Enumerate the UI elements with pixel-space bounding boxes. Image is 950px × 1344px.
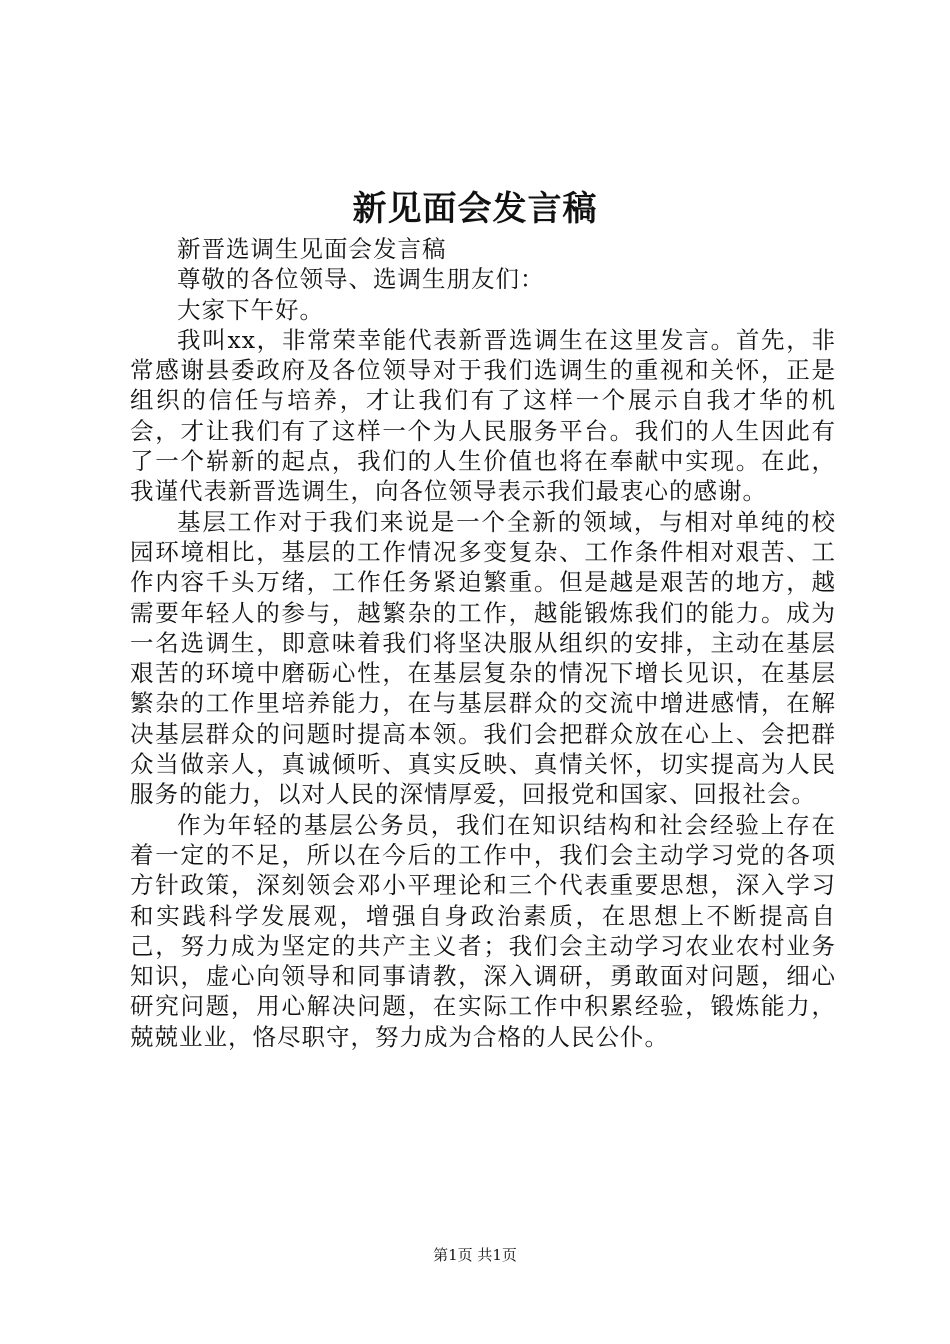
paragraph-commitment: 作为年轻的基层公务员，我们在知识结构和社会经验上存在着一定的不足，所以在今后的工作中，我们会主动学习党的各项方针政策，深刻领会邓小平理论和三个代表重要思想，深入学习和实践科学发展观，增强自身政治素质，在思想上不断提高自己，努力成为坚定的共产主义者；我们会主动学习农业农村业务知识，虚心向领导和同事请教，深入调研，勇敢面对问题，细心研究问题，用心解决问题，在实际工作中积累经验，锻炼能力，兢兢业业，恪尽职守，努力成为合格的人民公仆。 [130, 810, 836, 1051]
paragraph-greeting: 大家下午好。 [177, 295, 324, 324]
page-number-footer: 第1页 共1页 [433, 1246, 517, 1264]
document-body [130, 234, 836, 1052]
paragraph-introduction: 我叫xx，非常荣幸能代表新晋选调生在这里发言。首先，非常感谢县委政府及各位领导对于我们选调生的重视和关怀，正是组织的信任与培养，才让我们有了这样一个展示自我才华的机会，才让我们有了这样一个为人民服务平台。我们的人生因此有了一个崭新的起点，我们的人生价值也将在奉献中实现。在此，我谨代表新晋选调生，向各位领导表示我们最衷心的感谢。 [130, 325, 836, 506]
document-title: 新见面会发言稿 [352, 189, 598, 229]
paragraph-salutation: 尊敬的各位领导、选调生朋友们： [177, 265, 545, 294]
paragraph-grassroots-work: 基层工作对于我们来说是一个全新的领域，与相对单纯的校园环境相比，基层的工作情况多变复杂、工作条件相对艰苦、工作内容千头万绪，工作任务紧迫繁重。但是越是艰苦的地方，越需要年轻人的参与，越繁杂的工作，越能锻炼我们的能力。成为一名选调生，即意味着我们将坚决服从组织的安排，主动在基层艰苦的环境中磨砺心性，在基层复杂的情况下增长见识，在基层繁杂的工作里培养能力，在与基层群众的交流中增进感情，在解决基层群众的问题时提高本领。我们会把群众放在心上、会把群众当做亲人，真诚倾听、真实反映、真情关怀，切实提高为人民服务的能力，以对人民的深情厚爱，回报党和国家、回报社会。 [130, 507, 836, 809]
paragraph-subtitle: 新晋选调生见面会发言稿 [177, 235, 447, 263]
